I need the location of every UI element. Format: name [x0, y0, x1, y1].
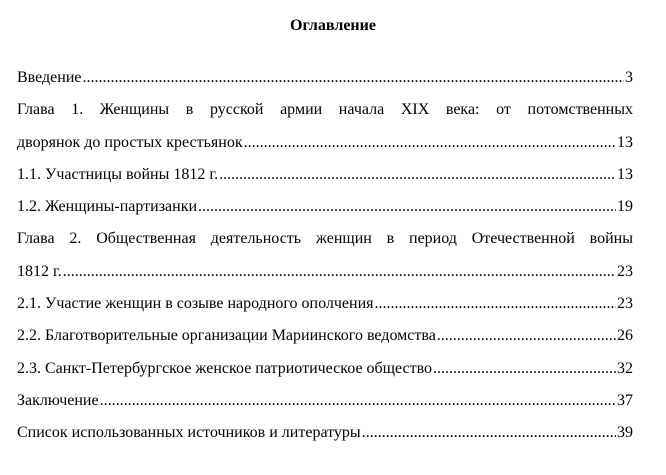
dot-leader — [198, 197, 616, 217]
toc-entry-chapter-2 — [17, 262, 633, 294]
toc-title: Оглавление — [290, 17, 376, 34]
toc-entry-page: 23 — [617, 295, 633, 313]
toc-entry-chapter-2-first-line: Глава 2. Общественная деятельность женщин в период Отечественной войны — [17, 230, 633, 248]
toc-entry-text: 2.3. Санкт-Петербургское женское патриотическое общество — [17, 359, 433, 377]
toc-entry-page: 39 — [617, 424, 633, 442]
toc-entry-bibliography — [17, 423, 633, 455]
toc-entry-section-1-1 — [17, 165, 633, 197]
toc-entry-section-1-2 — [17, 197, 633, 229]
toc-entry-page: 13 — [617, 165, 633, 183]
toc-entry-text: Заключение — [17, 391, 99, 409]
toc-entry-section-2-1 — [17, 294, 633, 326]
dot-leader — [63, 262, 616, 282]
toc-entry-page: 19 — [617, 198, 633, 216]
toc-entry-section-2-2 — [17, 326, 633, 358]
toc-entry-text: 1812 г. — [17, 262, 62, 280]
toc-entry-intro — [17, 68, 633, 100]
toc-entry-text: Введение — [17, 69, 82, 86]
toc-entry-page: 13 — [617, 133, 633, 151]
toc-entry-text: 2.1. Участие женщин в созыве народного ополчения — [17, 295, 374, 313]
toc-entry-text: 1.1. Участницы войны 1812 г. — [17, 165, 219, 183]
dot-leader — [219, 165, 616, 185]
toc-entry-conclusion — [17, 391, 633, 423]
toc-entry-page: 23 — [617, 262, 633, 280]
dot-leader — [375, 294, 616, 314]
dot-leader — [100, 391, 616, 411]
toc-entry-chapter-1 — [17, 133, 633, 165]
toc-entry-text: 1.2. Женщины-партизанки — [17, 198, 198, 216]
toc-entry-chapter-1-first-line: Глава 1. Женщины в русской армии начала XIX века: от потомственных — [17, 101, 633, 119]
dot-leader — [433, 359, 616, 379]
toc-entry-text: Список использованных источников и литературы — [17, 424, 361, 442]
toc-list — [17, 68, 633, 456]
dot-leader — [437, 326, 616, 346]
toc-entry-page: 37 — [617, 391, 633, 409]
toc-entry-page: 3 — [625, 69, 633, 86]
toc-entry-text: 2.2. Благотворительные организации Мариинского ведомства — [17, 327, 436, 345]
dot-leader — [362, 423, 616, 443]
toc-entry-text: дворянок до простых крестьянок — [17, 133, 243, 151]
toc-entry-page: 26 — [617, 327, 633, 345]
dot-leader — [244, 133, 616, 153]
toc-entry-page: 32 — [617, 359, 633, 377]
toc-entry-section-2-3 — [17, 359, 633, 391]
dot-leader — [83, 68, 625, 88]
